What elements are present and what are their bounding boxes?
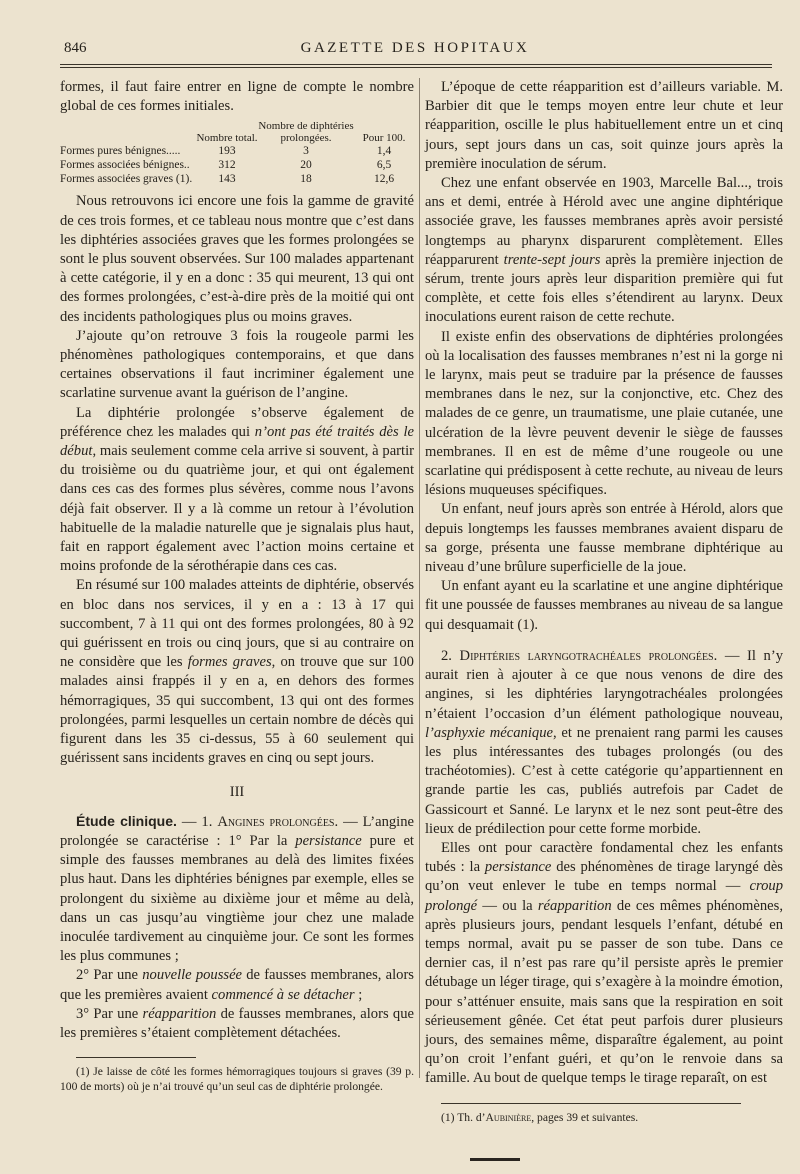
paragraph [60,966,414,1004]
footnote-rule [441,1103,741,1104]
journal-title: GAZETTE DES HOPITAUX [300,40,530,56]
emphasis-text: commencé à se détacher [211,986,355,1003]
paragraph [425,647,783,839]
author-name: Aubinière [485,1110,532,1124]
paragraph: Il existe enfin des observations de diphtéries prolongées où la localisation des fausses membranes n’est ni la gorge ni le larynx, mais peut se traduire par la présence de fausses membranes dans le nez, sur la conjonctive, etc. Chez des malades de ce genre, un traumatisme, une plaie cutanée, une ulcération de la lèvre peuvent devenir le siège de fausses membranes. Il en est de même d’une rougeole ou une scarlatine qui prédisposent à cette rechute, au niveau de leurs lésions muqueuses spécifiques. [425,328,783,499]
paragraph [60,1005,414,1043]
printer-mark [470,1158,520,1161]
table-header-cell: Nombre total. [196,132,258,145]
paragraph: L’époque de cette réapparition est d’ailleurs variable. M. Barbier dit que le temps moyen entre leur chute et leur réapparition, oscille le plus habituellement entre un et cinq jours, sept jours dans un cas, soit quinze jours après la première inoculation de sérum. [425,79,783,172]
emphasis-text: réapparition [537,897,612,914]
text-run: pure et simple des fausses membranes au delà des limites fixées plus haut. Dans les diphtéries bénignes par exemple, elles se prolongent du sixième au dixième jour et même au delà, dans un cas jusqu’au vingtième jour chez une malade inoculée tardivement au cinquième jour. Ce sont les formes les plus communes ; [60,832,414,965]
subsection-heading: Angines prolongées. [217,813,339,830]
emphasis-text: réapparition [142,1005,217,1022]
section-heading: Étude clinique. [76,812,177,829]
paragraph [425,174,783,328]
paragraph: J’ajoute qu’on retrouve 3 fois la rougeole parmi les phénomènes pathologiques contemporains, et que dans certaines observations il faut incriminer également une scarlatine survenue avant la guérison de l’angine. [60,327,414,402]
paragraph [60,576,414,768]
text-run: , on trouve que sur 100 malades ainsi frappés il y en a, en dehors des formes hémorragiques, 35 qui succombent, 13 qui ont des formes prolongées, parmi lesquelles un certain nombre de décès qui figurent dans les 35 ci-dessus, 55 à 60 seulement qui guérissent sans incidents graves en cinq ou sept jours. [60,654,414,767]
table-cell: 3 [303,145,309,158]
emphasis-text: croup prolongé [425,878,783,914]
table-cell: Formes associées bénignes.. [60,159,190,172]
paragraph: Un enfant ayant eu la scarlatine et une angine diphtérique fit une poussée de fausses membranes au niveau de sa langue qui desquamait (1). [425,578,783,633]
table-cell: 20 [300,159,312,172]
header-rule-double [60,67,772,68]
table-header-cell: Pour 100. [362,132,406,145]
table-cell: Formes pures bénignes..... [60,145,181,158]
paragraph [425,839,783,1089]
section-number: III [229,783,245,800]
emphasis-text: persistance [484,859,552,876]
footnote-rule [76,1057,196,1058]
paragraph [60,812,414,967]
text-run: , pages 39 et suivantes. [531,1110,639,1124]
text-run: de ces mêmes phénomènes, après plusieurs jours, pendant lesquels l’enfant, détubé en temps normal, avait pu se passer de son tube. Dans ce dernier cas, il n’est pas rare qu’il persiste après le premier détubage un léger tirage, qui s’exagère à la moindre émotion, pour s’atténuer ensuite, mais sans que la respiration en soit sérieusement gênée. Cet état peut parfois durer plusieurs jours, des semaines même, disparaître également, au point qu’on croit l’enfant guéri, et qu’on le renvoie dans sa famille. Au bout de quelque temps le tirage reparaît, on est [425,897,783,1087]
header-rule [60,64,772,65]
table-cell: 193 [218,145,236,158]
text-run: En résumé sur 100 malades atteints de diphtérie, observés en bloc dans nos services, il y en a : 13 à 17 qui succombent, 7 à 11 qui ont des formes prolongées, 80 à 92 qui guérissent en trois ou cinq jours, que si au contraire on ne considère que les [60,577,414,671]
table-cell: 6,5 [376,159,392,172]
text-run: après la première injection de sérum, trente jours après leur disparition première qui fut complète, et cette fois elles s’étendirent au larynx. Deux inoculations eurent raison de cette rechute. [425,251,783,326]
table-header-cell: Nombre de diphtéries prolongées. [258,120,354,145]
emphasis-text: persistance [295,832,362,849]
table-cell: 312 [218,159,236,172]
text-run: — Il n’y aurait rien à ajouter à ce que nous venons de dire des angines, si les diphtéries laryngotrachéales prolongées n’étaient l’occasion d’un élément pathologique nouveau, [425,647,784,722]
page-header [60,40,770,62]
text-run: 2° Par une [76,967,143,984]
emphasis-text: nouvelle poussée [142,967,243,984]
subsection-heading: Diphtéries laryngotrachéales prolongées. [459,647,718,664]
paragraph: Un enfant, neuf jours après son entrée à Hérold, alors que depuis longtemps les fausses membranes avaient disparu de sa gorge, présenta une fausse membrane diphtérique au niveau d’une brûlure superficielle de la joue. [425,501,783,576]
text-run: , et ne prenaient rang parmi les causes les plus intéressantes des tubages prolongés (ou des trachéotomies). C’est à cette catégorie qu’appartiennent en grande partie les cas, publiés autrefois par Cadet de Gassicourt et Sanné. Le larynx et le nez sont peut-être des lieux de prédilection pour cette forme morbide. [425,724,783,837]
table-header-row [60,120,414,144]
table-cell: 1,4 [376,145,392,158]
table-header-cell [60,120,196,144]
text-run: 2. [441,647,460,664]
table-cell: Formes associées graves (1). [60,173,193,186]
right-column [425,78,783,1125]
paragraph: Nous retrouvons ici encore une fois la gamme de gravité de ces trois formes, et ce tableau nous montre que c’est dans les diphtéries associées graves que les formes prolongées se sont le plus souvent observées. Sur 100 malades appartenant à cette catégorie, il y en a donc : 35 qui meurent, 13 qui ont des formes prolongées, c’est-à-dire près de la moitié qui ont des incidents pathologiques plus ou moins graves. [60,193,414,325]
table-cell: 18 [300,173,312,186]
table-row [60,144,414,158]
table-row [60,158,414,172]
text-run: des phénomènes de tirage laryngé dès qu’on veut enlever le tube en temps normal — [425,859,783,895]
text-run: (1) Th. d’ [441,1110,486,1124]
emphasis-text: trente-sept jours [503,251,601,268]
text-run: — L’angine prolongée se caractérise : 1° Par la [60,813,414,849]
paragraph: formes, il faut faire entrer en ligne de compte le nombre global de ces formes initiales. [60,79,414,115]
statistics-table [60,120,414,186]
emphasis-text: formes graves [187,654,272,671]
table-cell: 12,6 [373,173,395,186]
text-run: , mais seulement comme cela arrive si souvent, à partir du troisième ou du quatrième jour, et qui ont également dans ces cas des formes plus sévères, comme nous l’avons déjà fait observer. Il y a là comme un retour à l’évolution habituelle de la maladie naturelle que je signalais plus haut, fait en rapport également avec l’action moins certaine et moins profonde de la sérothérapie dans ces cas. [60,443,414,575]
text-run: de fausses membranes, alors que les premières s’étaient complètement détachées. [60,1005,414,1041]
footnote [425,1110,783,1125]
text-run: — 1. [176,813,218,830]
footnote: (1) Je laisse de côté les formes hémorragiques toujours si graves (39 p. 100 de morts) où je n’ai trouvé qu’un seul cas de diphtérie prolongée. [60,1065,414,1094]
emphasis-text: n’ont pas été traités dès le début [60,423,414,460]
paragraph [60,404,414,577]
page-number: 846 [64,40,87,56]
text-run: La diphtérie prolongée s’observe également de préférence chez les malades qui [60,404,414,440]
left-column [60,78,414,1094]
text-run: — ou la [477,897,538,914]
text-run: de fausses membranes, alors que les premières avaient [60,967,414,1003]
table-row [60,172,414,186]
column-divider [419,78,420,1078]
table-cell: 143 [218,173,236,186]
emphasis-text: l’asphyxie mécanique [425,724,553,741]
text-run: Elles ont pour caractère fondamental chez les enfants tubés : la [425,839,783,876]
text-run: 3° Par une [76,1005,143,1022]
text-run: ; [354,986,363,1003]
text-run: Chez une enfant observée en 1903, Marcelle Bal..., trois ans et demi, entrée à Hérold avec une angine diphtérique associée grave, les fausses membranes après avoir persisté longtemps au pharynx disparurent complètement. Elles réapparurent [425,175,783,268]
